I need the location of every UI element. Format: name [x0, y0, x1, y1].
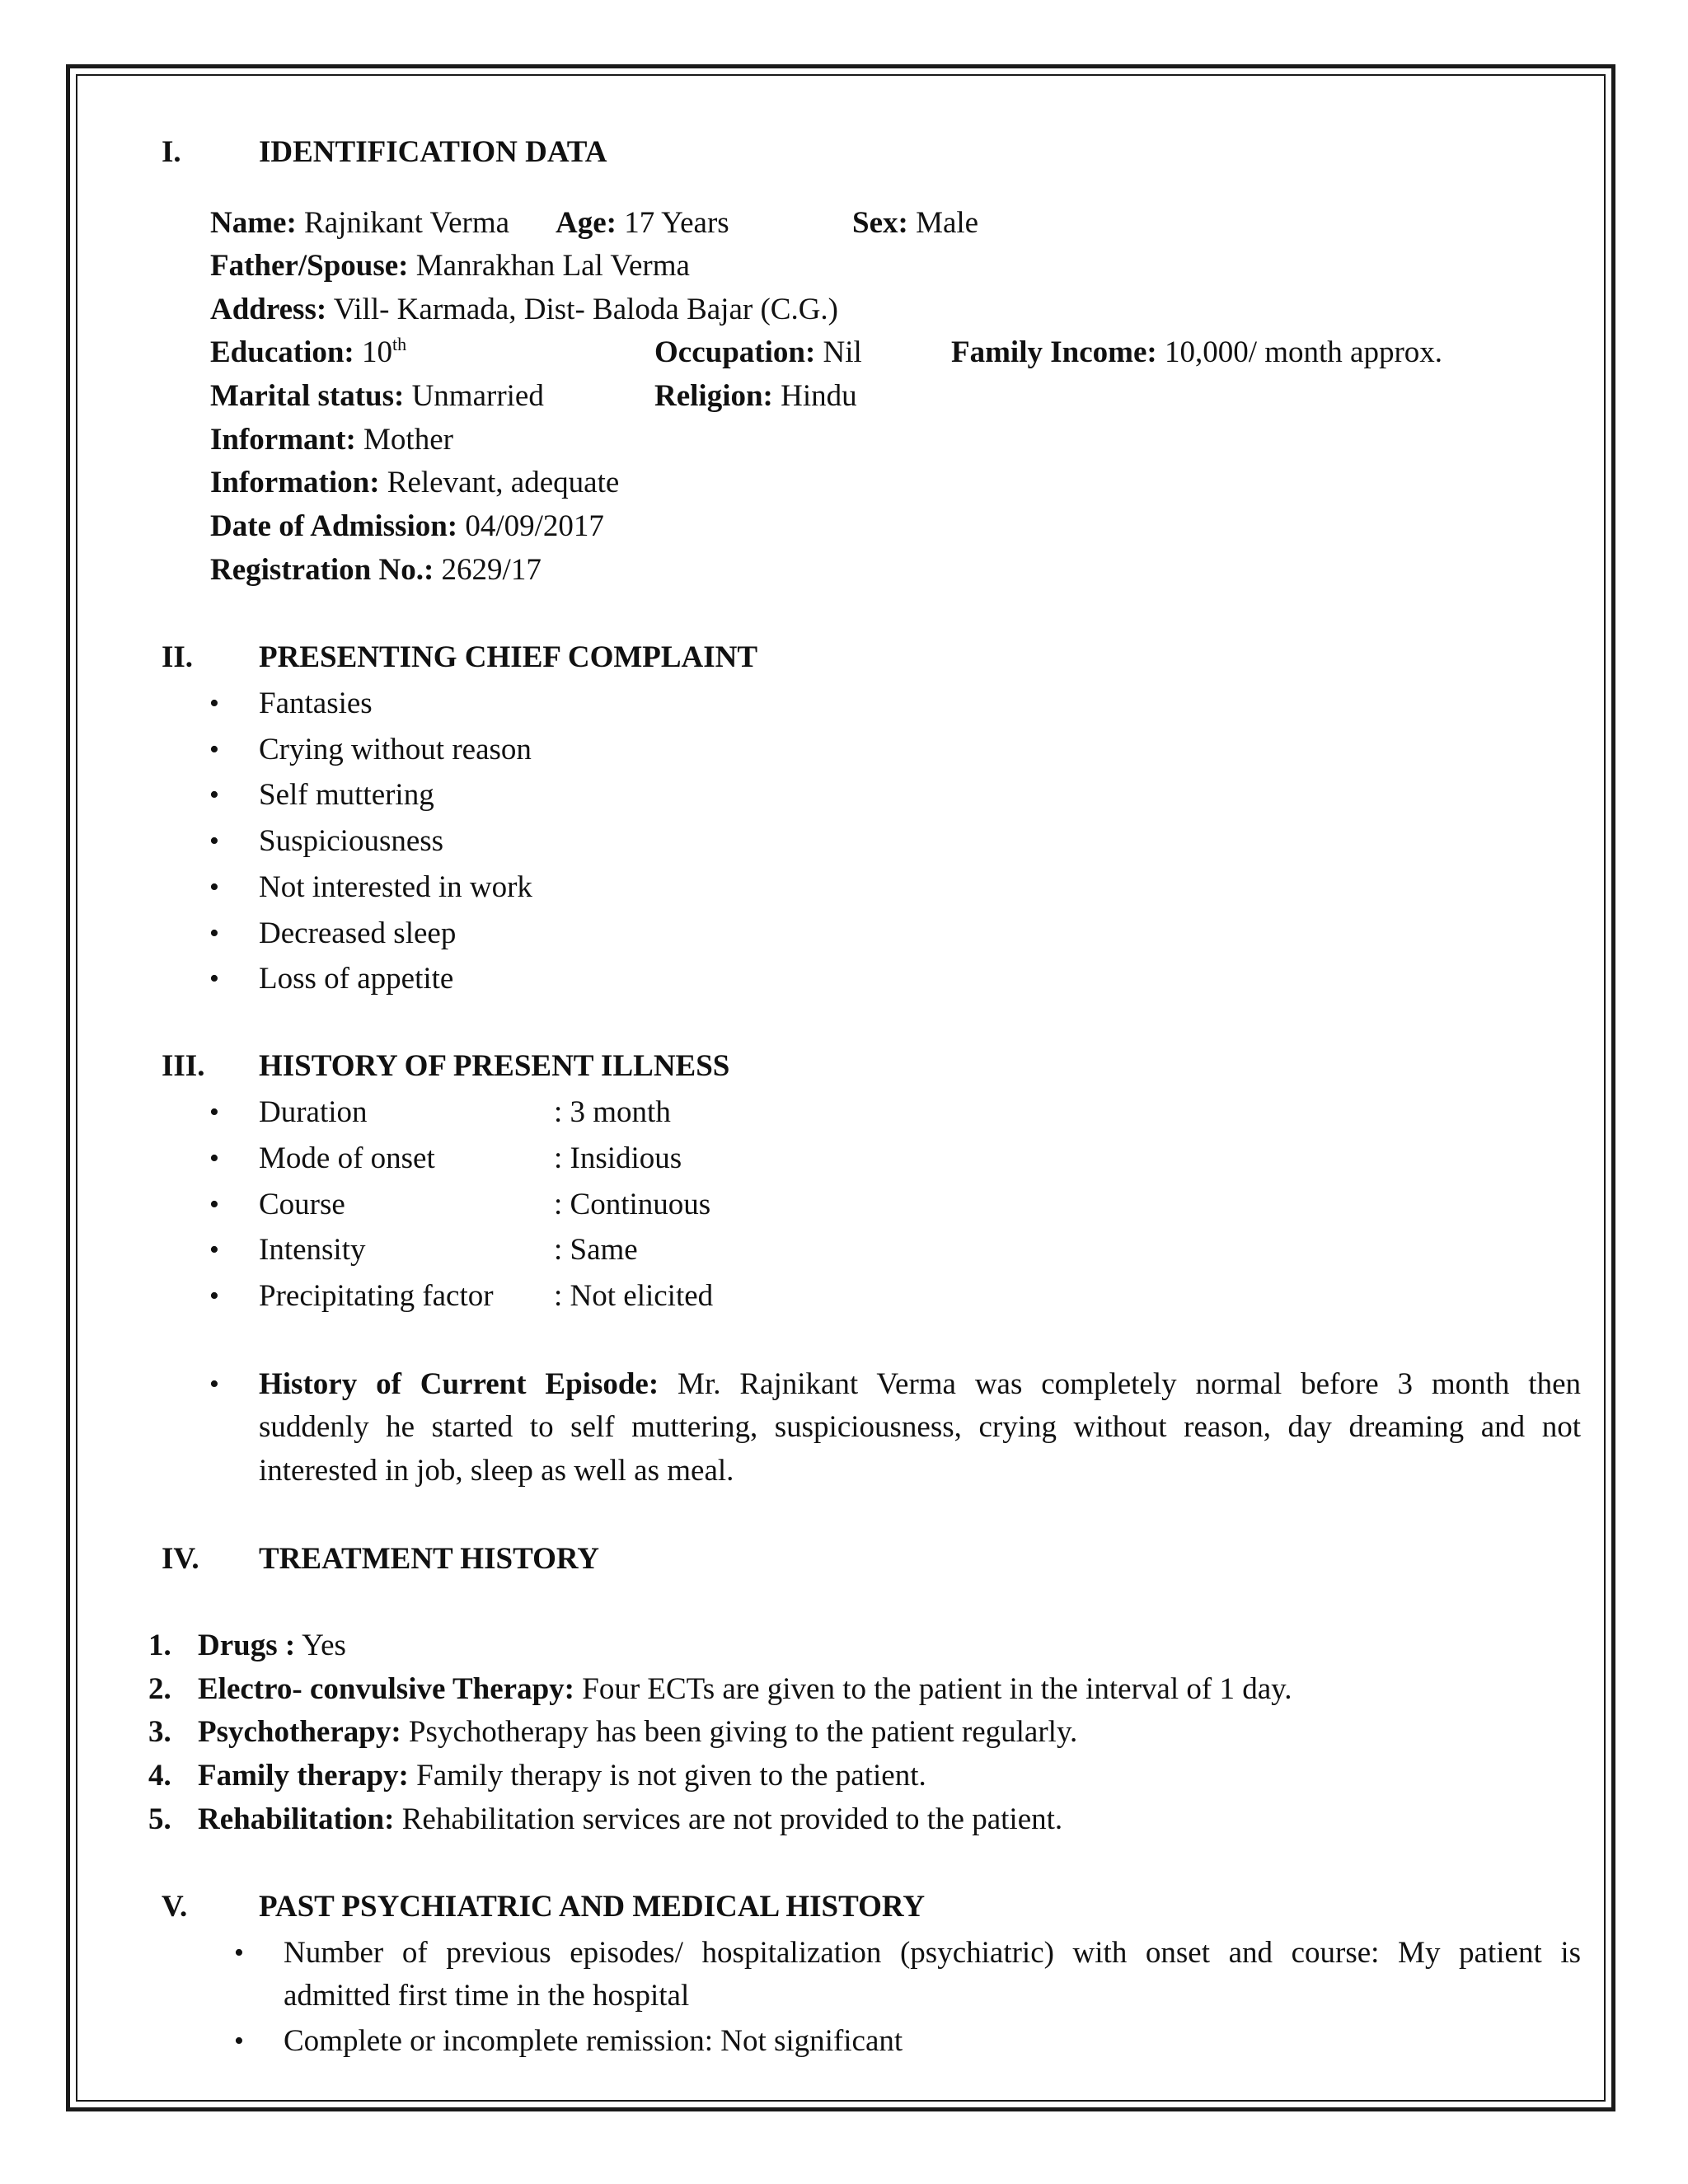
complaint-item: • Crying without reason — [259, 732, 532, 768]
complaint-item: • Suspiciousness — [259, 823, 443, 860]
section-number: III. — [162, 1049, 205, 1083]
occupation-value: Nil — [823, 335, 862, 369]
income-row — [951, 335, 1442, 371]
complaint-item: • Decreased sleep — [259, 916, 456, 952]
address-row — [210, 292, 838, 328]
section-title: TREATMENT HISTORY — [259, 1542, 599, 1576]
section-number: V. — [162, 1890, 188, 1924]
illness-key: • Precipitating factor — [259, 1278, 494, 1315]
registration-value: 2629/17 — [441, 553, 542, 587]
past-history-item: • Number of previous episodes/ hospitalization (psychiatric) with onset and course: My patient is — [284, 1935, 1581, 1971]
registration-row — [210, 552, 542, 588]
illness-value: : Insidious — [554, 1141, 682, 1175]
treatment-number: 1. — [148, 1629, 171, 1662]
complaint-item: • Loss of appetite — [259, 961, 453, 997]
admission-value: 04/09/2017 — [465, 509, 604, 543]
address-label: Address: — [210, 293, 327, 326]
marital-value: Unmarried — [411, 379, 544, 413]
treatment-number: 2. — [148, 1672, 171, 1706]
age-label: Age: — [556, 206, 617, 240]
admission-row — [210, 509, 604, 545]
marital-label: Marital status: — [210, 379, 405, 413]
education-value: 10th — [362, 334, 407, 369]
father-value: Manrakhan Lal Verma — [415, 249, 690, 283]
name-row — [210, 205, 509, 241]
information-row — [210, 465, 619, 501]
occupation-label: Occupation: — [654, 335, 816, 369]
registration-label: Registration No.: — [210, 553, 434, 587]
income-label: Family Income: — [951, 335, 1157, 369]
section-number: I. — [162, 135, 181, 169]
current-episode-label: History of Current Episode: — [259, 1367, 659, 1401]
current-episode-line: suddenly he started to self muttering, suspiciousness, crying without reason, day dreaming and not — [259, 1410, 1581, 1444]
name-label: Name: — [210, 206, 297, 240]
informant-row — [210, 422, 453, 458]
treatment-number: 5. — [148, 1802, 171, 1836]
section-title: HISTORY OF PRESENT ILLNESS — [259, 1049, 730, 1083]
treatment-item: Electro- convulsive Therapy: Four ECTs are given to the patient in the interval of 1 day. — [198, 1672, 1292, 1706]
treatment-item: Family therapy: Family therapy is not given to the patient. — [198, 1759, 926, 1793]
section-title: PAST PSYCHIATRIC AND MEDICAL HISTORY — [259, 1890, 926, 1924]
treatment-item: Psychotherapy: Psychotherapy has been giving to the patient regularly. — [198, 1715, 1078, 1749]
income-value: 10,000/ month approx. — [1164, 335, 1443, 369]
sex-row — [852, 205, 978, 241]
treatment-item: Drugs : Yes — [198, 1629, 346, 1662]
section-number: II. — [162, 640, 194, 674]
past-history-item: • Complete or incomplete remission: Not significant — [284, 2023, 903, 2060]
illness-key: • Intensity — [259, 1232, 365, 1268]
name-value: Rajnikant Verma — [304, 206, 510, 240]
section-title: PRESENTING CHIEF COMPLAINT — [259, 640, 758, 674]
complaint-item: • Not interested in work — [259, 869, 532, 906]
current-episode-line: • History of Current Episode: Mr. Rajnikant Verma was completely normal before 3 month then — [259, 1366, 1581, 1403]
illness-value: : 3 month — [554, 1095, 671, 1129]
illness-key: • Duration — [259, 1094, 368, 1131]
illness-value: : Same — [554, 1233, 638, 1267]
illness-key: • Course — [259, 1187, 345, 1223]
complaint-item: • Fantasies — [259, 686, 373, 722]
father-label: Father/Spouse: — [210, 249, 409, 283]
religion-label: Religion: — [654, 379, 773, 413]
age-value: 17 Years — [624, 206, 729, 240]
age-row — [556, 205, 729, 241]
illness-value: : Not elicited — [554, 1279, 714, 1313]
illness-key: • Mode of onset — [259, 1141, 435, 1177]
admission-label: Date of Admission: — [210, 509, 458, 543]
education-label: Education: — [210, 335, 354, 369]
section-number: IV. — [162, 1542, 199, 1576]
treatment-item: Rehabilitation: Rehabilitation services are not provided to the patient. — [198, 1802, 1063, 1836]
education-row — [210, 335, 406, 371]
informant-label: Informant: — [210, 423, 356, 457]
address-value: Vill- Karmada, Dist- Baloda Bajar (C.G.) — [333, 293, 838, 326]
sex-label: Sex: — [852, 206, 908, 240]
section-title: IDENTIFICATION DATA — [259, 135, 607, 169]
information-value: Relevant, adequate — [387, 466, 620, 499]
treatment-number: 4. — [148, 1759, 171, 1793]
sex-value: Male — [916, 206, 979, 240]
religion-value: Hindu — [781, 379, 857, 413]
complaint-item: • Self muttering — [259, 777, 434, 813]
marital-row — [210, 378, 544, 415]
informant-value: Mother — [363, 423, 453, 457]
religion-row — [654, 378, 857, 415]
current-episode-line: interested in job, sleep as well as meal. — [259, 1454, 734, 1488]
illness-value: : Continuous — [554, 1188, 711, 1221]
father-row — [210, 248, 690, 284]
information-label: Information: — [210, 466, 380, 499]
occupation-row — [654, 335, 862, 371]
past-history-line: admitted first time in the hospital — [284, 1979, 690, 2013]
treatment-number: 3. — [148, 1715, 171, 1749]
